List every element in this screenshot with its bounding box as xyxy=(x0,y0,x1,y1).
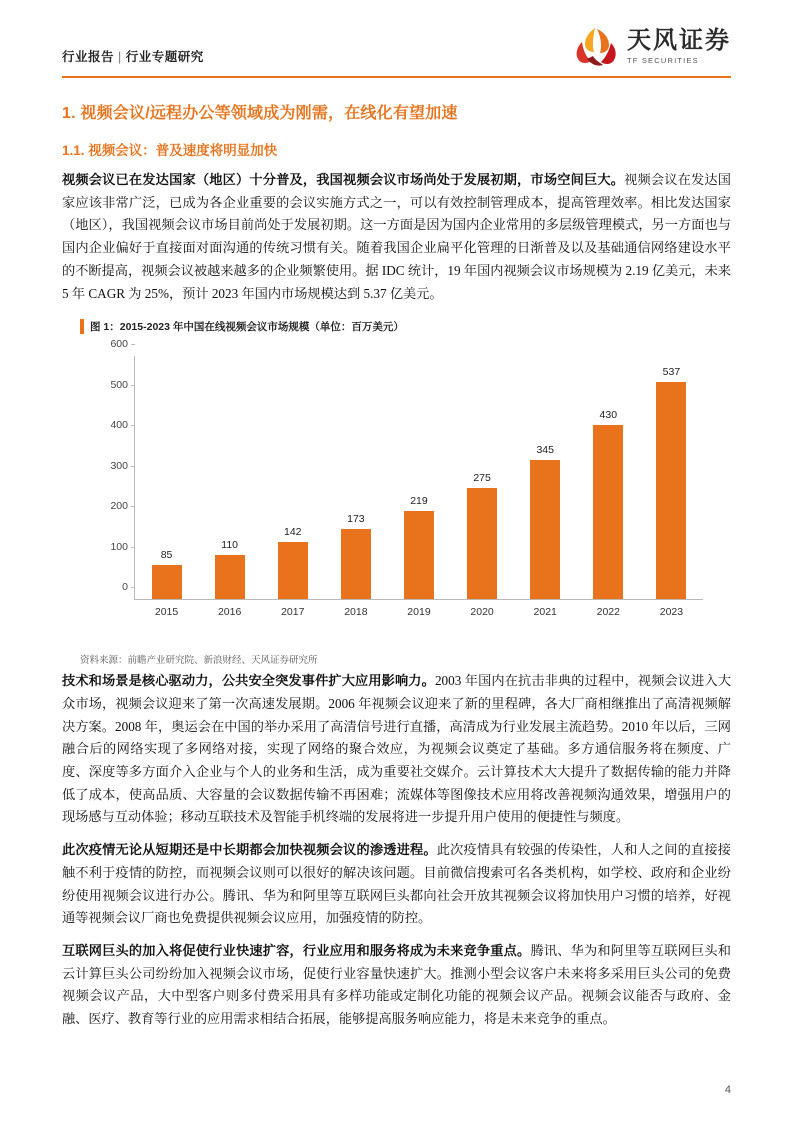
figure-1 xyxy=(62,319,731,666)
chart-bar-column xyxy=(261,356,324,619)
figure-1-title: 图 1：2015-2023 年中国在线视频会议市场规模（单位：百万美元） xyxy=(80,319,713,334)
brand-text xyxy=(627,29,731,65)
paragraph-1-body: 视频会议在发达国家应该非常广泛，已成为各企业重要的会议实施方式之一，可以有效控制管理成本，提高管理效率。相比发达国家（地区），我国视频会议市场目前尚处于发展初期。这一方面是因为国内企业常用的多层级管理模式，另一方面也与国内企业偏好于直接面对面沟通的传统习惯有关。随着我国企业扁平化管理的日渐普及以及基础通信网络建设水平的不断提高，视频会议被越来越多的企业频繁使用。据 IDC 统计，19 年国内视频会议市场规模为 2.19 亿美元，未来 5 年 CAGR 为 25%，预计 2023 年国内市场规模达到 5.37 亿美元。 xyxy=(62,172,731,301)
chart-bar-value: 430 xyxy=(599,409,618,422)
paragraph-1-lead: 视频会议已在发达国家（地区）十分普及，我国视频会议市场尚处于发展初期，市场空间巨大。 xyxy=(62,172,625,187)
brand-name-cn: 天风证券 xyxy=(627,27,731,55)
chart-bar-value: 85 xyxy=(160,548,173,561)
chart-x-tick: 2019 xyxy=(407,606,431,619)
chart-bar xyxy=(593,425,623,599)
paragraph-3-lead: 此次疫情无论从短期还是中长期都会加快视频会议的渗透进程。 xyxy=(62,842,437,858)
chart-y-tick: 200 xyxy=(110,500,135,512)
chart-bar-column xyxy=(198,356,261,619)
brand-name-en: TF SECURITIES xyxy=(627,56,699,66)
chart-y-tick: 600 xyxy=(110,338,135,350)
chart-bar-value: 275 xyxy=(473,471,491,484)
chart-bar-column xyxy=(324,356,387,619)
chart-bar xyxy=(656,382,686,599)
header-separator: | xyxy=(118,50,122,64)
chart-bar-column xyxy=(387,356,450,619)
chart-bar-value: 173 xyxy=(347,513,365,526)
chart-bar-value: 219 xyxy=(410,494,428,507)
brand-logo-group xyxy=(573,26,731,68)
header-divider xyxy=(62,76,731,78)
subsection-heading: 1.1. 视频会议：普及速度将明显加快 xyxy=(62,143,278,158)
chart-bar xyxy=(278,542,308,600)
chart-x-tick: 2018 xyxy=(344,606,368,619)
chart-bar xyxy=(152,565,182,599)
chart-y-tick: 100 xyxy=(110,541,135,553)
chart-x-tick: 2016 xyxy=(217,606,242,619)
figure-1-chart xyxy=(86,340,713,640)
chart-y-tick: 400 xyxy=(110,419,135,431)
section-heading: 1. 视频会议/远程办公等领域成为刚需，在线化有望加速 xyxy=(62,105,458,122)
chart-bars xyxy=(135,356,703,619)
chart-bar-column xyxy=(577,356,640,619)
chart-y-tick: 500 xyxy=(110,379,135,391)
header-breadcrumb xyxy=(62,47,204,68)
chart-bar xyxy=(530,460,560,600)
chart-x-tick: 2022 xyxy=(596,606,620,619)
chart-bar-value: 345 xyxy=(536,443,554,456)
chart-bar-value: 537 xyxy=(662,365,681,378)
chart-bar xyxy=(467,488,497,599)
chart-x-tick: 2023 xyxy=(659,606,684,619)
chart-bar xyxy=(341,529,371,599)
chart-bar-column xyxy=(451,356,514,619)
chart-bar-column xyxy=(640,356,703,619)
paragraph-4 xyxy=(62,940,731,1031)
chart-bar-value: 142 xyxy=(284,525,302,538)
paragraph-2 xyxy=(62,670,731,829)
paragraph-4-body: 腾讯、华为和阿里等互联网巨头和云计算巨头公司纷纷加入视频会议市场，促使行业容量快速扩大。推测小型会议客户未来将多采用巨头公司的免费视频会议产品，大中型客户则多付费采用具有多样功能或定制化功能的视频会议产品。视频会议能否与政府、金融、医疗、教育等行业的应用需求相结合拓展，能够提高服务响应能力，将是未来竞争的重点。 xyxy=(62,942,731,1027)
header-tag-1: 行业报告 xyxy=(62,50,115,64)
chart-bar xyxy=(215,555,245,600)
chart-bar xyxy=(404,511,434,600)
chart-x-tick: 2020 xyxy=(470,606,494,619)
figure-1-source: 资料来源：前瞻产业研究院、新浪财经、天风证券研究所 xyxy=(80,655,318,667)
chart-y-tick: 0 xyxy=(122,581,135,593)
chart-bar-column xyxy=(135,356,198,619)
chart-plot-area xyxy=(110,338,703,619)
chart-x-tick: 2015 xyxy=(154,606,179,619)
page-header xyxy=(62,0,731,74)
paragraph-2-lead: 技术和场景是核心驱动力，公共安全突发事件扩大应用影响力。 xyxy=(62,673,435,689)
chart-bar-value: 110 xyxy=(221,538,239,551)
paragraph-4-lead: 互联网巨头的加入将促使行业快速扩容，行业应用和服务将成为未来竞争重点。 xyxy=(62,942,531,958)
paragraph-2-body: 2003 年国内在抗击非典的过程中，视频会议进入大众市场，视频会议迎来了第一次高速发展期。2006 年视频会议迎来了新的里程碑，各大厂商相继推出了高清视频解决方案。2008 年，奥运会在中国的举办采用了高清信号进行直播，高清成为行业发展主流趋势。2010 年以后，三网融合后的网络实现了多网络对接，实现了网络的聚合效应，为视频会议奠定了基础。多方通信服务将在频度、广度、深度等多方面介入企业与个人的业务和生活，成为重要社交媒介。云计算技术大大提升了数据传输的能力并降低了成本，使高品质、大容量的会议数据传输不再困难；流媒体等图像技术应用将改善视频沟通效果，增强用户的现场感与互动体验；移动互联技术及智能手机终端的发展将进一步提升用户使用的便捷性与频度。 xyxy=(62,673,732,825)
paragraph-1 xyxy=(62,169,731,305)
chart-x-tick: 2021 xyxy=(533,606,557,619)
chart-x-tick: 2017 xyxy=(281,606,305,619)
tf-securities-logo-icon xyxy=(573,26,619,68)
paragraph-3 xyxy=(62,839,731,930)
chart-bar-column xyxy=(514,356,577,619)
paragraph-3-body: 此次疫情具有较强的传染性，人和人之间的直接接触不利于疫情的防控，而视频会议则可以很好的解决该问题。目前微信搜索可名各类机构，如学校、政府和企业纷纷使用视频会议进行办公。腾讯、华为和阿里等互联网巨头都向社会开放其视频会议将加快用户习惯的培养，好视通等视频会议厂商也免费提供视频会议应用，加强疫情的防控。 xyxy=(62,842,731,926)
header-tag-2: 行业专题研究 xyxy=(125,50,204,64)
page-number: 4 xyxy=(724,1084,731,1096)
chart-y-tick: 300 xyxy=(110,460,135,472)
